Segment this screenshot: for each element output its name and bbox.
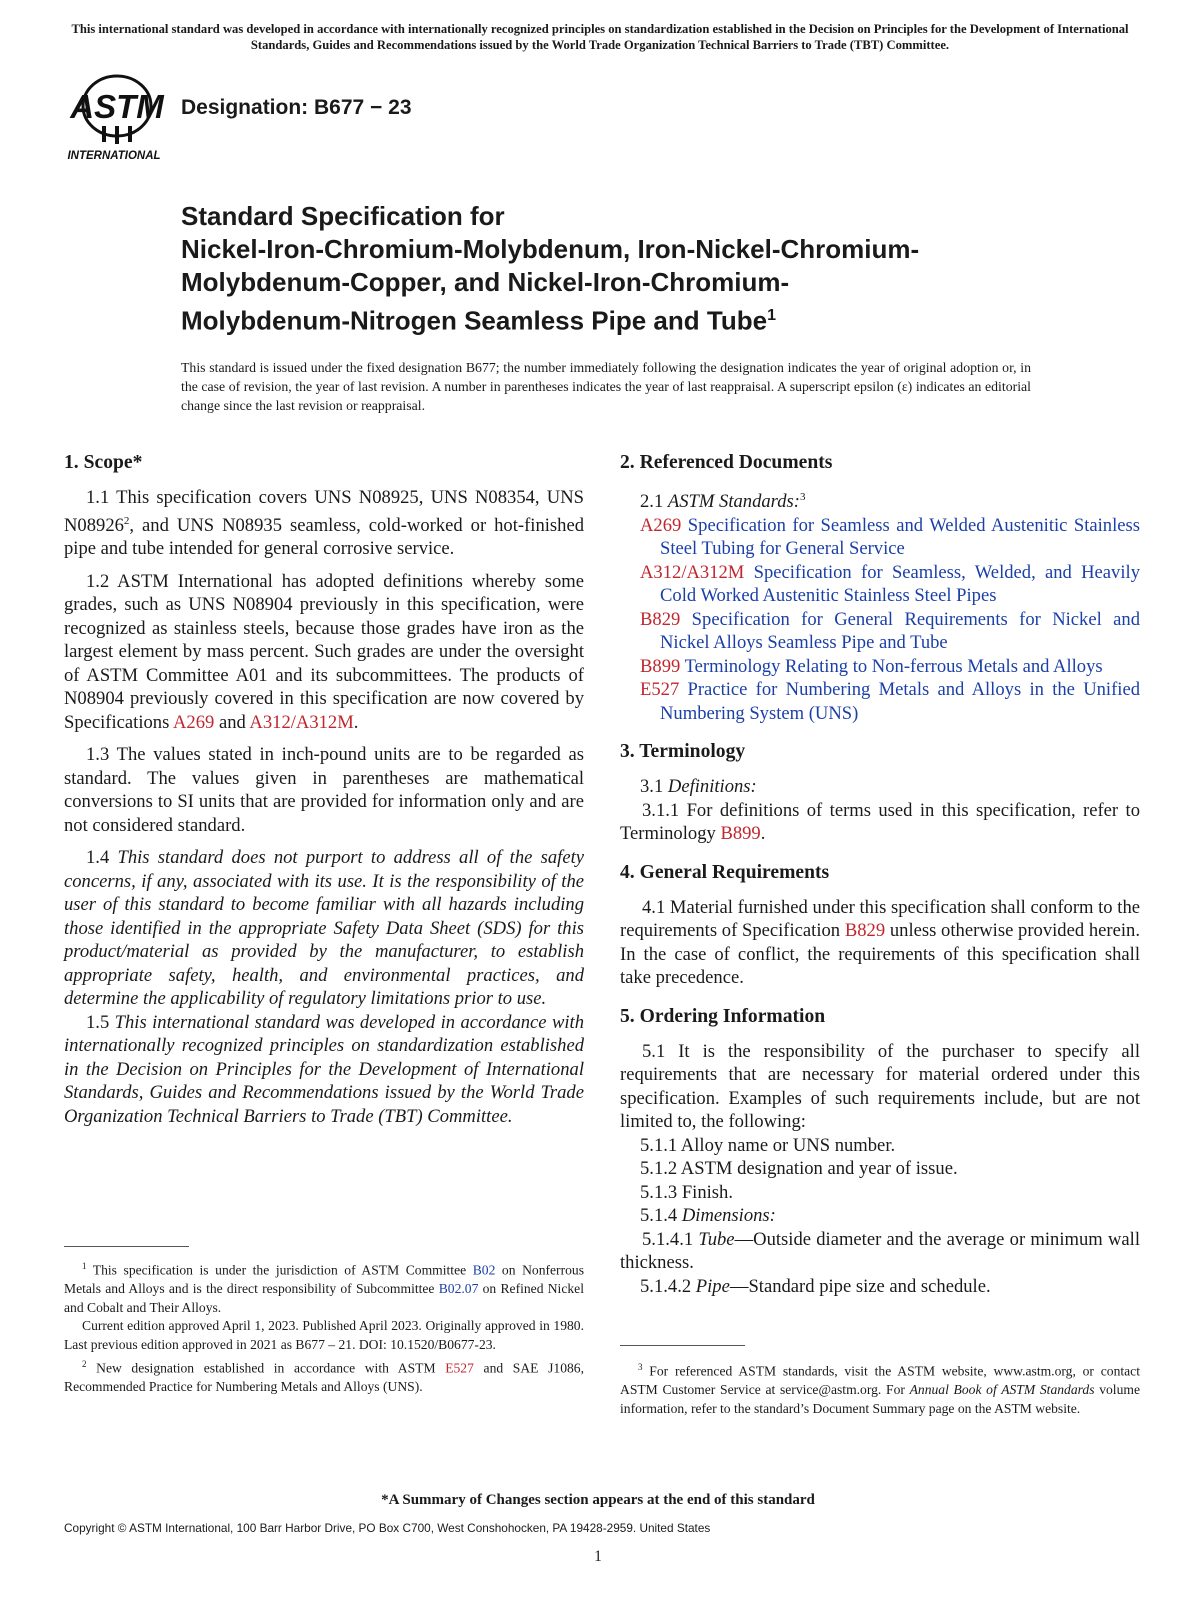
- ordering-para: 5.1 It is the responsibility of the purchaser to specify all requirements that are necessary for material ordered under this specification. Examples of such requirements include, but are not limited to, the following:: [620, 1040, 1140, 1133]
- astm-logo: [64, 68, 170, 164]
- link-e527-footnote[interactable]: E527: [445, 1360, 474, 1376]
- footnote-1: $^1$ This specification is under the jurisdiction of ASTM Committee B02 on Nonferrous Metals and Alloys and is the direct responsibility of Subcommittee B02.07 on Refined Nickel and Cobalt and Their Alloys.: [64, 1261, 584, 1315]
- ordering-item: 5.1.4.2 Pipe—Standard pipe size and schedule.: [640, 1275, 991, 1297]
- page-number: 1: [594, 1548, 602, 1565]
- right-column: [620, 451, 1140, 1298]
- terminology-para: 3.1.1 For definitions of terms used in this specification, refer to Terminology B899.: [620, 799, 1140, 845]
- scope-heading: 1. Scope*: [64, 452, 143, 473]
- scope-para-1-4: 1.4 This standard does not purport to address all of the safety concerns, if any, associated with its use. It is the responsibility of the user of this standard to become familiar with all hazards including those identified in the appropriate Safety Data Sheet (SDS) for this product/material as provided by the manufacturer, to establish appropriate safety, health, and environmental practices, and determine the applicability of regulatory limitations prior to use.: [64, 847, 584, 1010]
- ref-code-link[interactable]: B829: [640, 608, 681, 630]
- link-b02[interactable]: B02: [472, 1262, 496, 1278]
- link-b02-07[interactable]: B02.07: [438, 1281, 479, 1297]
- logo-label: INTERNATIONAL: [67, 150, 161, 162]
- astm-standards-label: 2.1 ASTM Standards:$^3$: [640, 491, 806, 513]
- title-footnote-mark: 1: [767, 307, 776, 324]
- copyright: Copyright © ASTM International, 100 Barr Harbor Drive, PO Box C700, West Conshohocken, PA 19428-2959. United States: [64, 1521, 711, 1535]
- designation: Designation: B677 − 23: [181, 96, 412, 119]
- ref-title-link[interactable]: Specification for Seamless and Welded Austenitic Stainless Steel Tubing for General Service: [660, 514, 1140, 560]
- ref-item: [620, 608, 1140, 655]
- ref-code-link[interactable]: B899: [640, 655, 681, 677]
- ref-title-link[interactable]: Specification for General Requirements for Nickel and Nickel Alloys Seamless Pipe and Tube: [660, 608, 1140, 654]
- scope-para-1-5: 1.5 This international standard was developed in accordance with internationally recognized principles on standardization established in the Decision on Principles for the Development of International Standards, Guides and Recommendations issued by the World Trade Organization Technical Barriers to Trade (TBT) Committee.: [64, 1011, 585, 1127]
- ordering-item: 5.1.4 Dimensions:: [640, 1205, 776, 1227]
- ref-title-link[interactable]: Practice for Numbering Metals and Alloys in the Unified Numbering System (UNS): [660, 679, 1140, 724]
- link-b829[interactable]: B829: [844, 920, 886, 942]
- footnote-1-edition: Current edition approved April 1, 2023. Published April 2023. Originally approved in 1980. Last previous edition approved in 2021 as B677 – 21. DOI: 10.1520/B0677-23.: [64, 1318, 584, 1352]
- issue-note: This standard is issued under the fixed designation B677; the number immediately following the designation indicates the year of original adoption or, in the case of revision, the year of last revision. A number in parentheses indicates the year of last reappraisal. A superscript epsilon (ε) indicates an editorial change since the last revision or reappraisal.: [181, 360, 1031, 413]
- ordering-heading: 5. Ordering Information: [620, 1005, 826, 1027]
- document-title: [181, 200, 1061, 338]
- title-line-4: Molybdenum-Nitrogen Seamless Pipe and Tube: [181, 305, 768, 336]
- ordering-item: 5.1.1 Alloy name or UNS number.: [640, 1134, 896, 1156]
- top-notice: This international standard was developed in accordance with internationally recognized principles on standardization established in the Decision on Principles for the Development of International Standards, Guides and Recommendations issued by the World Trade Organization Technical Barriers to Trade (TBT) Committee.: [71, 22, 1129, 52]
- general-heading: 4. General Requirements: [620, 861, 830, 883]
- scope-para-1-1: 1.1 This specification covers UNS N08925, UNS N08354, UNS N08926$^2$, and UNS N08935 seamless, cold-worked or hot-finished pipe and tube intended for general corrosive service.: [64, 487, 584, 560]
- title-line-1: Standard Specification for: [181, 201, 505, 231]
- ref-code-link[interactable]: A312/A312M: [640, 561, 745, 583]
- link-b899[interactable]: B899: [720, 823, 761, 845]
- logo-letters: ASTM: [70, 88, 164, 125]
- ref-item: [620, 514, 1140, 561]
- footnote-2: $^2$ New designation established in accordance with ASTM E527 and SAE J1086, Recommended Practice for Numbering Metals and Alloys (UNS).: [64, 1358, 584, 1394]
- link-a269[interactable]: A269: [172, 711, 215, 733]
- ordering-item: 5.1.4.1 Tube—Outside diameter and the average or minimum wall thickness.: [620, 1228, 1140, 1274]
- referenced-heading: 2. Referenced Documents: [620, 452, 833, 473]
- ref-item: [620, 561, 1140, 608]
- scope-para-1-2: 1.2 ASTM International has adopted definitions whereby some grades, such as UNS N08904 previously in this specification, were recognized as stainless steels, because those grades have iron as the largest element by mass percent. Such grades are under the oversight of ASTM Committee A01 and its subcommittees. The products of N08904 previously covered in this specification are now covered by Specifications A269 and A312/A312M.: [64, 570, 584, 733]
- footnote-3: $^3$ For referenced ASTM standards, visit the ASTM website, www.astm.org, or contact ASTM Customer Service at service@astm.org. For Annual Book of ASTM Standards volume information, refer to the standard’s Document Summary page on the ASTM website.: [620, 1362, 1140, 1416]
- footnotes-right: [620, 1345, 1140, 1418]
- title-line-2: Nickel-Iron-Chromium-Molybdenum, Iron-Nickel-Chromium-: [181, 234, 920, 264]
- ref-code-link[interactable]: A269: [640, 514, 682, 536]
- summary-of-changes-note: *A Summary of Changes section appears at the end of this standard: [381, 1492, 815, 1508]
- definitions-label: 3.1 Definitions:: [640, 776, 757, 798]
- link-a312[interactable]: A312/A312M: [249, 711, 354, 733]
- terminology-heading: 3. Terminology: [620, 741, 746, 763]
- ref-code-link[interactable]: E527: [640, 679, 680, 701]
- left-column: [64, 451, 584, 1128]
- title-line-3: Molybdenum-Copper, and Nickel-Iron-Chromium-: [181, 267, 790, 297]
- ref-title-link[interactable]: Terminology Relating to Non-ferrous Metals and Alloys: [680, 655, 1103, 677]
- ref-title-link[interactable]: Specification for Seamless, Welded, and Heavily Cold Worked Austenitic Stainless Steel Pipes: [660, 561, 1140, 607]
- general-para: 4.1 Material furnished under this specification shall conform to the requirements of Specification B829 unless otherwise provided herein. In the case of conflict, the requirements of this specification shall take precedence.: [620, 896, 1140, 989]
- ordering-item: 5.1.2 ASTM designation and year of issue.: [640, 1158, 958, 1180]
- ordering-item: 5.1.3 Finish.: [640, 1181, 733, 1203]
- footnotes-left: [64, 1246, 584, 1396]
- ref-item: [620, 678, 1140, 725]
- scope-para-1-3: 1.3 The values stated in inch-pound units are to be regarded as standard. The values given in parentheses are mathematical conversions to SI units that are provided for information only and are not considered standard.: [64, 744, 584, 836]
- ref-item: [620, 655, 1140, 679]
